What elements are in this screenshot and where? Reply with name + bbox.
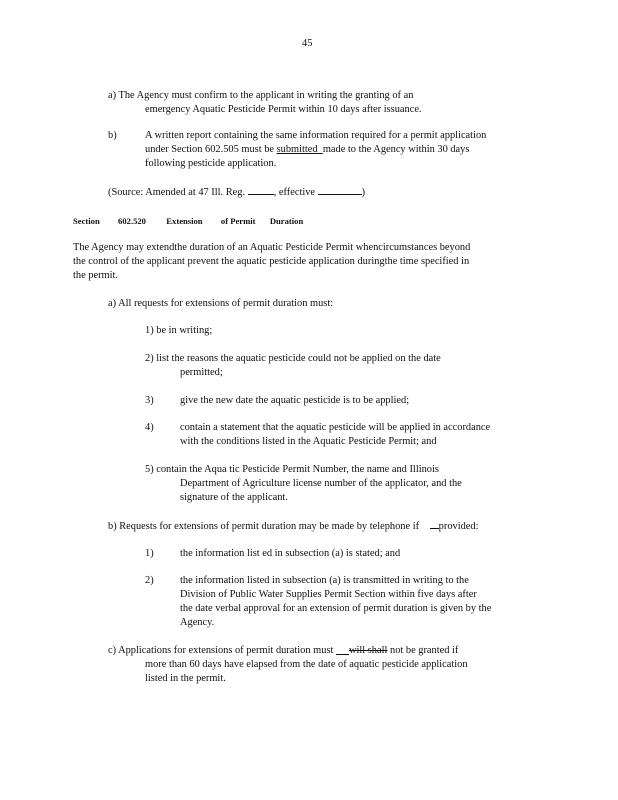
item-a5-line2: Department of Agriculture license number of the applicator, and the [180, 478, 462, 489]
subsection-b-blank [430, 519, 439, 529]
subsection-c-line3: listed in the permit. [145, 673, 226, 684]
subsection-b-heading-post: provided: [438, 521, 479, 532]
section-number: 602.520 [118, 216, 146, 226]
item-a3-text: give the new date the aquatic pesticide is to be applied; [180, 395, 410, 406]
prior-b-label: b) [108, 130, 117, 141]
item-a1: 1) be in writing; [145, 325, 213, 336]
prior-b-line2-pre: under Section 602.505 must be [145, 144, 275, 155]
item-b2-line1: the information listed in subsection (a) is transmitted in writing to the [180, 575, 469, 586]
source-note-end: ) [361, 187, 366, 198]
subsection-b-heading [108, 519, 479, 534]
section-heading [73, 214, 303, 228]
subsection-c-line2: more than 60 days have elapsed from the date of aquatic pesticide application [145, 659, 468, 670]
item-b2-line4: Agency. [180, 617, 215, 628]
subsection-c-deleted-text: will shall [349, 645, 388, 656]
item-a5-line1: 5) contain the Aqua tic Pesticide Permit Number, the name and Illinois [145, 464, 439, 475]
prior-b-inserted-text: submitted [276, 144, 318, 155]
item-b2-number: 2) [145, 575, 154, 586]
source-note-pre: (Source: Amended at 47 Ill. Reg. [108, 187, 246, 198]
prior-b-line3: following pesticide application. [145, 158, 277, 169]
subsection-c-line1-pre: c) Applications for extensions of permit duration must [108, 645, 334, 656]
section-title-1: Extension [166, 216, 203, 226]
page-number: 45 [302, 38, 313, 49]
item-b1-number: 1) [145, 548, 154, 559]
source-reg-blank [248, 185, 274, 195]
subsection-a-heading: a) All requests for extensions of permit duration must: [108, 298, 334, 309]
subsection-c-line1 [108, 644, 458, 658]
item-a3-number: 3) [145, 395, 154, 406]
prior-a-line2: emergency Aquatic Pesticide Permit within 10 days after issuance. [145, 104, 422, 115]
source-note [108, 185, 365, 200]
section-title-3: Duration [269, 216, 304, 226]
intro-line3: the permit. [73, 270, 119, 281]
item-a4-line2: with the conditions listed in the Aquatic Pesticide Permit; and [180, 436, 437, 447]
item-a4-line1: contain a statement that the aquatic pesticide will be applied in accordance [180, 422, 491, 433]
item-a2-line2: permitted; [180, 367, 223, 378]
section-title-2: of Permit [220, 216, 256, 226]
item-a4-number: 4) [145, 422, 154, 433]
intro-line2: the control of the applicant prevent the aquatic pesticide application duringthe time specified in [73, 256, 470, 267]
item-b1-text: the information list ed in subsection (a) is stated; and [180, 548, 401, 559]
item-b2-line2: Division of Public Water Supplies Permit Section within five days after [180, 589, 477, 600]
prior-a-line1: a) The Agency must confirm to the applicant in writing the granting of an [108, 90, 414, 101]
item-b2-line3: the date verbal approval for an extension of permit duration is given by the [180, 603, 492, 614]
item-a5-line3: signature of the applicant. [180, 492, 288, 503]
prior-b-line2-post: made to the Agency within 30 days [322, 144, 470, 155]
source-effective-blank [318, 185, 362, 195]
subsection-c-line1-post: not be granted if [390, 645, 459, 656]
intro-line1: The Agency may extendthe duration of an Aquatic Pesticide Permit whencircumstances beyond [73, 242, 471, 253]
prior-b-line1: A written report containing the same information required for a permit application [145, 130, 487, 141]
item-a2-line1: 2) list the reasons the aquatic pesticide could not be applied on the date [145, 353, 441, 364]
section-label: Section [73, 216, 100, 226]
prior-b-line2 [145, 143, 469, 157]
subsection-b-heading-pre: b) Requests for extensions of permit duration may be made by telephone if [108, 521, 420, 532]
source-note-mid: , effective [273, 187, 316, 198]
subsection-c-inserted-gap [336, 645, 349, 656]
